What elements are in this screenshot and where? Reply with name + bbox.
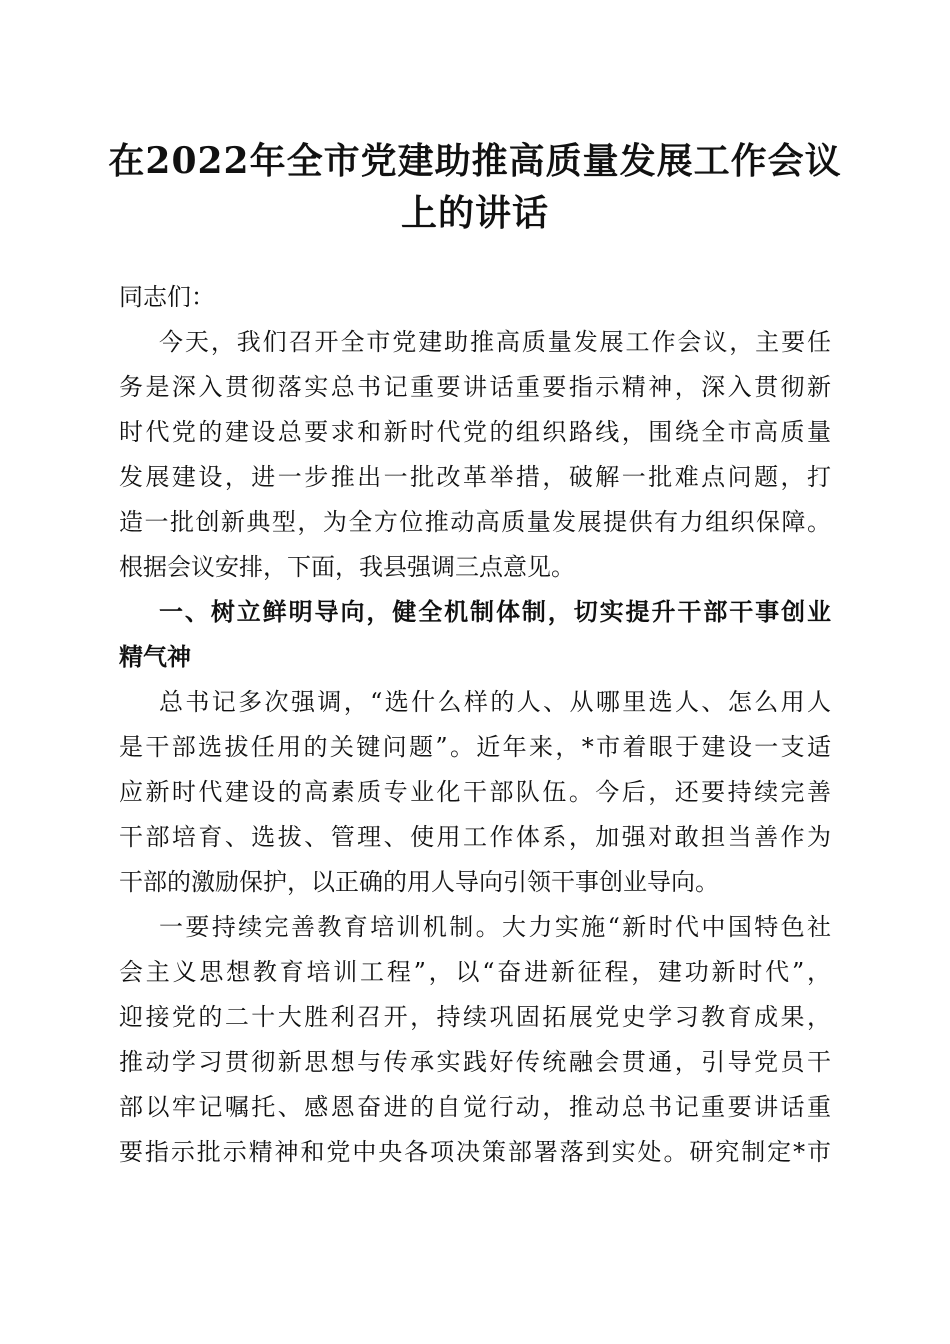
document-title	[100, 135, 850, 239]
paragraph-line: 总书记多次强调，“选什么样的人、从哪里选人、怎么用人	[159, 688, 831, 716]
paragraph-line: 发展建设，进一步推出一批改革举措，破解一批难点问题，打	[119, 463, 831, 491]
paragraph-line: 迎接党的二十大胜利召开，持续巩固拓展党史学习教育成果，	[119, 1003, 831, 1031]
paragraph-line: 应新时代建设的高素质专业化干部队伍。今后，还要持续完善	[119, 778, 831, 806]
title-line-1: 在2022年全市党建助推高质量发展工作会议	[108, 140, 842, 182]
paragraph-line: 要指示批示精神和党中央各项决策部署落到实处。研究制定*市	[119, 1138, 831, 1166]
section-heading-line: 精气神	[119, 643, 191, 671]
greeting: 同志们：	[119, 283, 215, 311]
paragraph-line: 今天，我们召开全市党建助推高质量发展工作会议，主要任	[159, 328, 831, 356]
paragraph-line: 务是深入贯彻落实总书记重要讲话重要指示精神，深入贯彻新	[119, 373, 831, 401]
title-line-2: 上的讲话	[400, 192, 549, 234]
paragraph-line: 是干部选拔任用的关键问题”。近年来，*市着眼于建设一支适	[119, 733, 831, 761]
paragraph-line: 根据会议安排，下面，我县强调三点意见。	[119, 553, 575, 581]
paragraph-line: 会主义思想教育培训工程”，以“奋进新征程，建功新时代”，	[119, 958, 831, 986]
paragraph-line: 一要持续完善教育培训机制。大力实施“新时代中国特色社	[159, 913, 831, 941]
paragraph-line: 时代党的建设总要求和新时代党的组织路线，围绕全市高质量	[119, 418, 831, 446]
paragraph-line: 推动学习贯彻新思想与传承实践好传统融会贯通，引导党员干	[119, 1048, 831, 1076]
paragraph-line: 部以牢记嘱托、感恩奋进的自觉行动，推动总书记重要讲话重	[119, 1093, 831, 1121]
paragraph-line: 造一批创新典型，为全方位推动高质量发展提供有力组织保障。	[119, 508, 831, 536]
section-heading-line: 一、树立鲜明导向，健全机制体制，切实提升干部干事创业	[159, 598, 831, 626]
paragraph-line: 干部培育、选拔、管理、使用工作体系，加强对敢担当善作为	[119, 823, 831, 851]
document-body	[119, 275, 831, 1175]
paragraph-line: 干部的激励保护，以正确的用人导向引领干事创业导向。	[119, 868, 719, 896]
